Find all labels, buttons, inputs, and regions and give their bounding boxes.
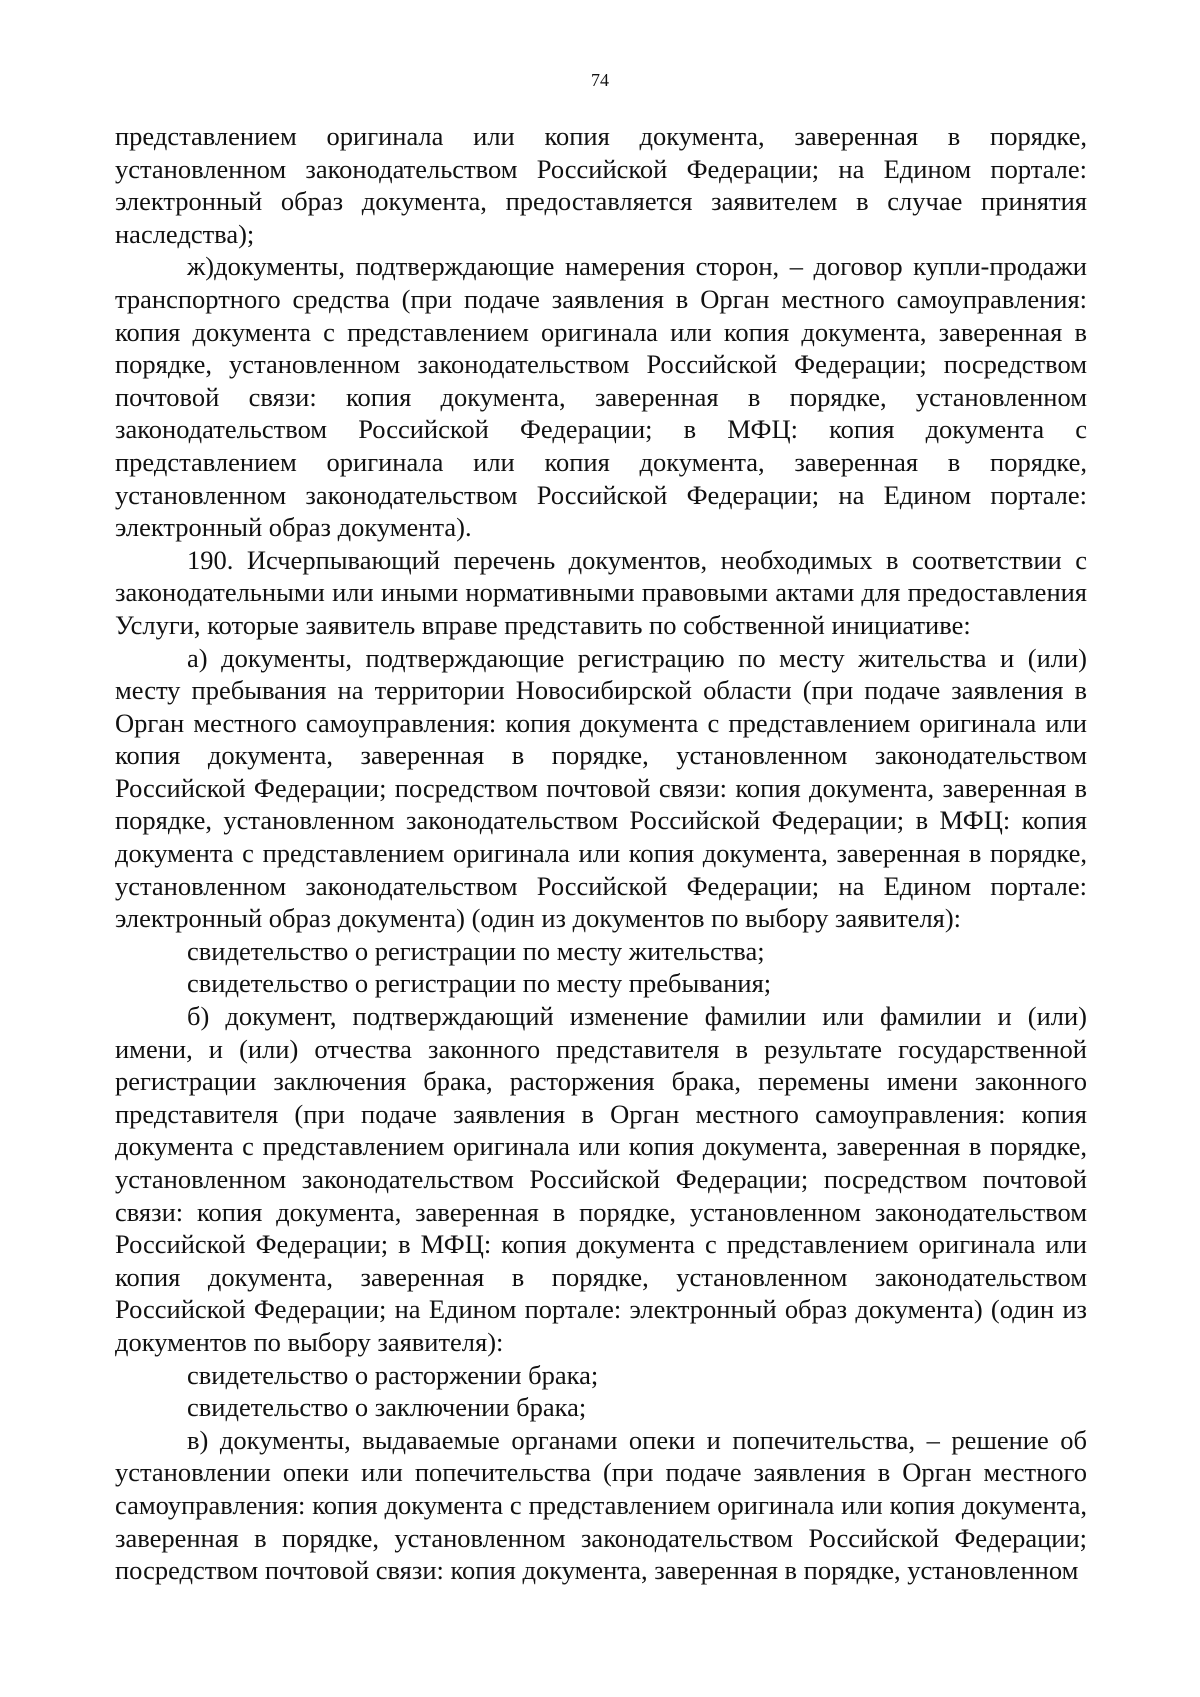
document-body	[115, 120, 1087, 1587]
paragraph-item-b: б) документ, подтверждающий изменение фамилии или фамилии и (или) имени, и (или) отчества законного представителя в результате государственной регистрации заключения брака, расторжения брака, перемены имени законного представителя (при подаче заявления в Орган местного самоуправления: копия документа с представлением оригинала или копия документа, заверенная в порядке, установленном законодательством Российской Федерации; посредством почтовой связи: копия документа, заверенная в порядке, установленном законодательством Российской Федерации; в МФЦ: копия документа с представлением оригинала или копия документа, заверенная в порядке, установленном законодательством Российской Федерации; на Едином портале: электронный образ документа) (один из документов по выбору заявителя):	[115, 1001, 1087, 1357]
list-item-residence-certificate: свидетельство о регистрации по месту жительства;	[187, 935, 765, 966]
paragraph-continuation: представлением оригинала или копия документа, заверенная в порядке, установленном законодательством Российской Федерации; на Едином портале: электронный образ документа, предоставляется заявителем в случае принятия наследства);	[115, 121, 1087, 249]
paragraph-item-a: а) документы, подтверждающие регистрацию по месту жительства и (или) месту пребывания на территории Новосибирской области (при подаче заявления в Орган местного самоуправления: копия документа с представлением оригинала или копия документа, заверенная в порядке, установленном законодательством Российской Федерации; посредством почтовой связи: копия документа, заверенная в порядке, установленном законодательством Российской Федерации; в МФЦ: копия документа с представлением оригинала или копия документа, заверенная в порядке, установленном законодательством Российской Федерации; на Едином портале: электронный образ документа) (один из документов по выбору заявителя):	[115, 642, 1087, 934]
list-item-marriage-certificate: свидетельство о заключении брака;	[187, 1392, 587, 1423]
page-number: 74	[591, 70, 609, 90]
list-item-stay-certificate: свидетельство о регистрации по месту пребывания;	[187, 968, 772, 999]
paragraph-190: 190. Исчерпывающий перечень документов, необходимых в соответствии с законодательными или иными нормативными правовыми актами для предоставления Услуги, которые заявитель вправе представить по собственной инициативе:	[115, 544, 1087, 640]
paragraph-item-zh: ж)документы, подтверждающие намерения сторон, – договор купли-продажи транспортного средства (при подаче заявления в Орган местного самоуправления: копия документа с представлением оригинала или копия документа, заверенная в порядке, установленном законодательством Российской Федерации; посредством почтовой связи: копия документа, заверенная в порядке, установленном законодательством Российской Федерации; в МФЦ: копия документа с представлением оригинала или копия документа, заверенная в порядке, установленном законодательством Российской Федерации; на Едином портале: электронный образ документа).	[115, 251, 1087, 543]
list-item-divorce-certificate: свидетельство о расторжении брака;	[187, 1359, 599, 1390]
paragraph-item-v: в) документы, выдаваемые органами опеки и попечительства, – решение об установлении опеки или попечительства (при подаче заявления в Орган местного самоуправления: копия документа с представлением оригинала или копия документа, заверенная в порядке, установленном законодательством Российской Федерации; посредством почтовой связи: копия документа, заверенная в порядке, установленном	[115, 1424, 1087, 1586]
